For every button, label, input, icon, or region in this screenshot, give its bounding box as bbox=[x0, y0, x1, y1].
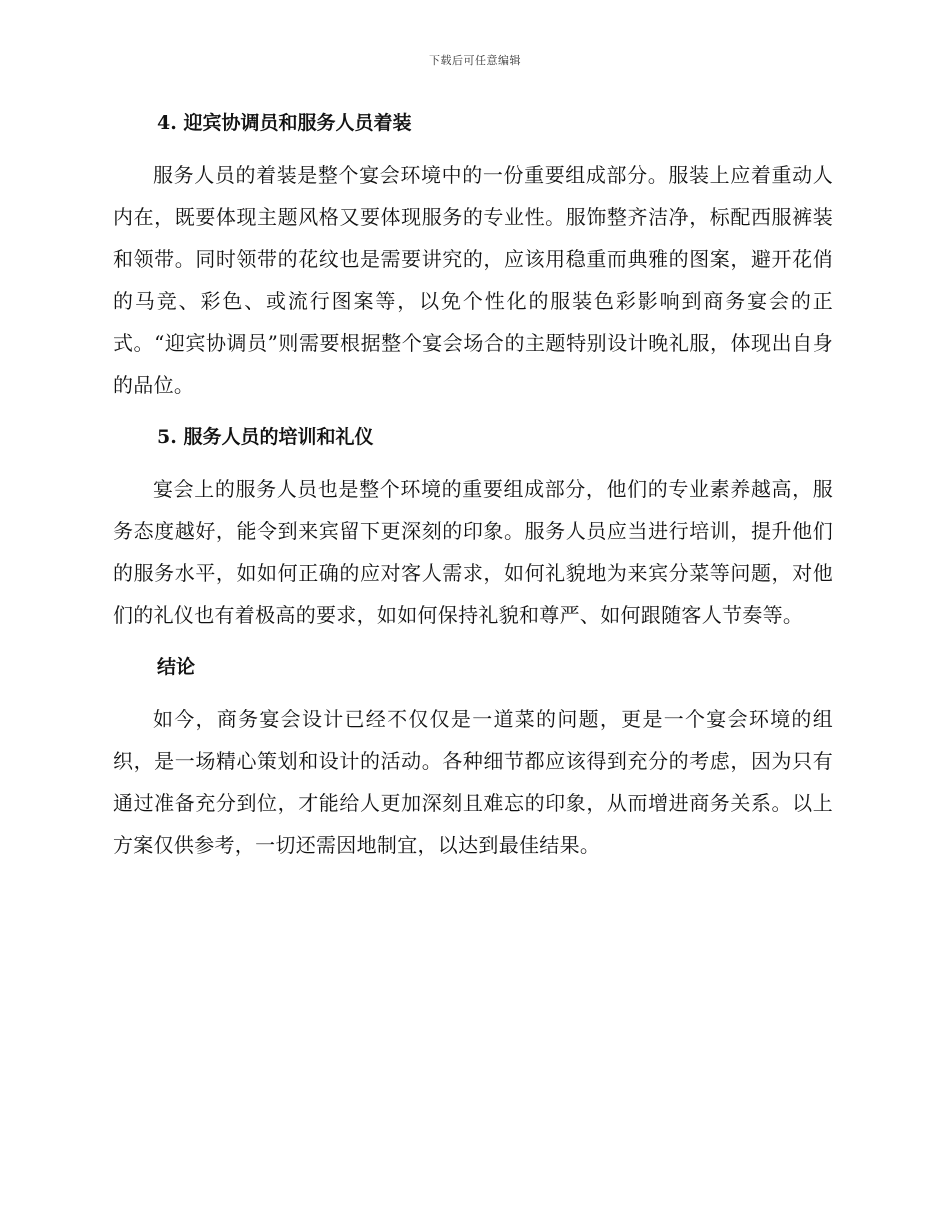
section-paragraph: 服务人员的着装是整个宴会环境中的一份重要组成部分。服装上应着重动人内在，既要体现主题风格又要体现服务的专业性。服饰整齐洁净，标配西服裤装和领带。同时领带的花纹也是需要讲究的，应该用稳重而典雅的图案，避开花俏的马竞、彩色、或流行图案等，以免个性化的服装色彩影响到商务宴会的正式。“迎宾协调员”则需要根据整个宴会场合的主题特别设计晚礼服，体现出自身的品位。 bbox=[113, 163, 833, 397]
section-heading: 结论 bbox=[157, 656, 196, 678]
section-heading: 5. 服务人员的培训和礼仪 bbox=[157, 426, 374, 448]
section-paragraph: 宴会上的服务人员也是整个环境的重要组成部分，他们的专业素养越高，服务态度越好，能令到来宾留下更深刻的印象。服务人员应当进行培训，提升他们的服务水平，如如何正确的应对客人需求，如何礼貌地为来宾分菜等问题，对他们的礼仪也有着极高的要求，如如何保持礼貌和尊严、如何跟随客人节奏等。 bbox=[113, 477, 833, 627]
section-training bbox=[113, 422, 833, 636]
section-conclusion bbox=[113, 652, 833, 866]
document-body bbox=[113, 108, 833, 882]
section-attire bbox=[113, 108, 833, 406]
section-paragraph: 如今，商务宴会设计已经不仅仅是一道菜的问题，更是一个宴会环境的组织，是一场精心策划和设计的活动。各种细节都应该得到充分的考虑，因为只有通过准备充分到位，才能给人更加深刻且难忘的印象，从而增进商务关系。以上方案仅供参考，一切还需因地制宜，以达到最佳结果。 bbox=[113, 707, 833, 857]
section-heading: 4. 迎宾协调员和服务人员着装 bbox=[157, 112, 412, 134]
page-header: 下载后可任意编辑 bbox=[429, 54, 521, 67]
